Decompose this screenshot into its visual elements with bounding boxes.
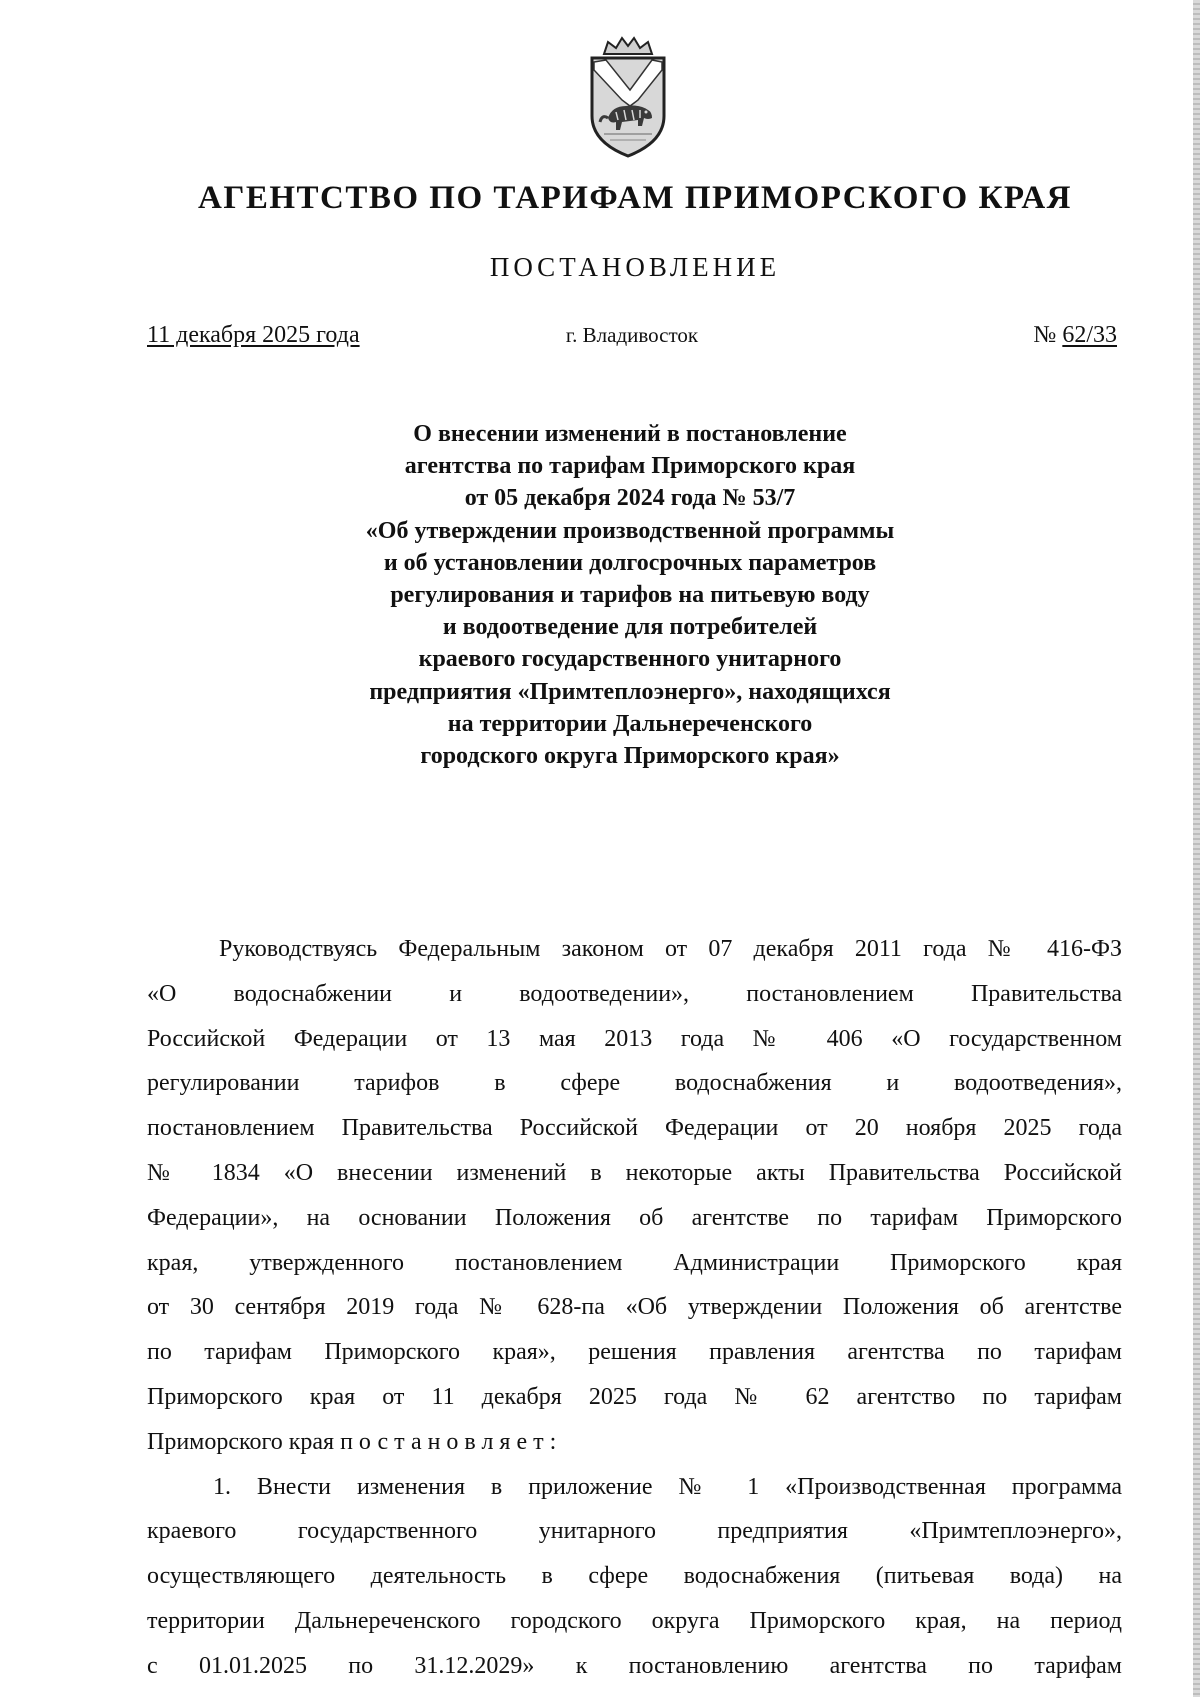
document-title	[200, 418, 1060, 772]
title-line: О внесении изменений в постановление	[413, 421, 847, 447]
title-line: «Об утверждении производственной программы	[365, 517, 895, 544]
resolves-word: постановляет:	[340, 1428, 563, 1455]
title-line: предприятия «Примтеплоэнерго», находящихся	[369, 678, 891, 705]
item-1-line: с 01.01.2025 по 31.12.2029» к постановлению агентства по тарифам	[147, 1652, 1122, 1679]
number-value: 62/33	[1062, 322, 1117, 348]
number-prefix: №	[1033, 322, 1063, 348]
scan-edge	[1193, 0, 1200, 1697]
agency-name: АГЕНТСТВО ПО ТАРИФАМ ПРИМОРСКОГО КРАЯ	[198, 180, 1072, 216]
preamble-line: края, утвержденного постановлением Администрации Приморского края	[147, 1249, 1122, 1276]
preamble-last-line	[147, 1420, 1122, 1465]
document-city: г. Владивосток	[565, 323, 699, 347]
title-line: краевого государственного унитарного	[418, 646, 842, 673]
preamble-line: Федерации», на основании Положения об агентстве по тарифам Приморского	[147, 1204, 1122, 1231]
title-line: от 05 декабря 2024 года № 53/7	[464, 485, 796, 512]
preamble-line: от 30 сентября 2019 года № 628-па «Об утверждении Положения об агентстве	[147, 1294, 1122, 1321]
preamble-paragraph	[147, 927, 1122, 1465]
preamble-last-text: Приморского края	[147, 1428, 341, 1455]
preamble-line: «О водоснабжении и водоотведении», постановлением Правительства	[147, 980, 1122, 1007]
date-line	[147, 318, 1117, 352]
document-date: 11 декабря 2025 года	[147, 322, 360, 348]
coat-of-arms-icon	[582, 34, 674, 160]
document-type: ПОСТАНОВЛЕНИЕ	[489, 252, 781, 282]
item-1-line: осуществляющего деятельность в сфере водоснабжения (питьевая вода) на	[147, 1563, 1122, 1590]
preamble-line: регулировании тарифов в сфере водоснабжения и водоотведения»,	[147, 1070, 1122, 1097]
title-line: на территории Дальнереченского	[447, 710, 813, 737]
preamble-line: постановлением Правительства Российской Федерации от 20 ноября 2025 года	[147, 1115, 1122, 1142]
document-body	[147, 927, 1122, 1689]
item-1-line: краевого государственного унитарного предприятия «Примтеплоэнерго»,	[147, 1518, 1122, 1545]
title-line: городского округа Приморского края»	[420, 743, 840, 770]
document-number	[1033, 318, 1117, 352]
title-line: и водоотведение для потребителей	[442, 614, 818, 641]
preamble-line: Приморского края от 11 декабря 2025 года № 62 агентство по тарифам	[147, 1383, 1122, 1410]
item-1-line: территории Дальнереченского городского округа Приморского края, на период	[147, 1607, 1122, 1634]
title-line: и об установлении долгосрочных параметров	[383, 549, 877, 576]
preamble-line: Российской Федерации от 13 мая 2013 года № 406 «О государственном	[147, 1025, 1122, 1052]
title-line: регулирования и тарифов на питьевую воду	[390, 582, 870, 609]
preamble-line: Руководствуясь Федеральным законом от 07 декабря 2011 года № 416-ФЗ	[219, 936, 1122, 962]
title-line: агентства по тарифам Приморского края	[404, 453, 856, 480]
preamble-line: по тарифам Приморского края», решения правления агентства по тарифам	[147, 1339, 1122, 1366]
item-1-line: 1. Внести изменения в приложение № 1 «Производственная программа	[213, 1473, 1122, 1500]
item-1-paragraph	[147, 1465, 1122, 1689]
preamble-line: № 1834 «О внесении изменений в некоторые акты Правительства Российской	[147, 1159, 1122, 1186]
